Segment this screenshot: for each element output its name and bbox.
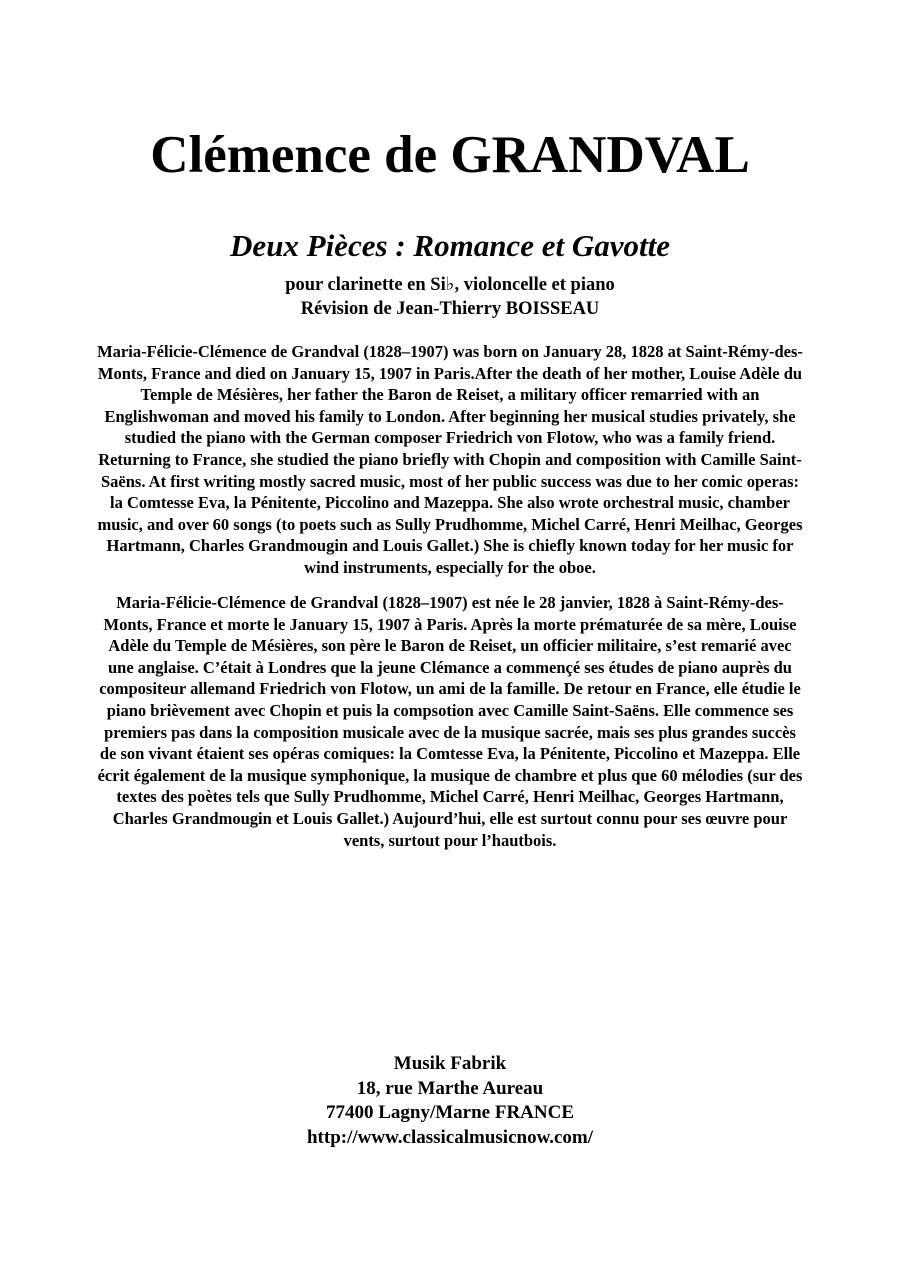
publisher-street: 18, rue Marthe Aureau: [356, 1077, 544, 1099]
work-title: Deux Pièces : Romance et Gavotte: [230, 228, 670, 263]
revision-credit: Révision de Jean-Thierry BOISSEAU: [300, 299, 600, 319]
biography-french: Maria-Félicie-Clémence de Grandval (1828–1907) est née le 28 janvier, 1828 à Saint-Rémy-des-Monts, France et morte le January 15, 1907 à Paris. Après la morte prématurée de sa mère, Louise Adèle du Temple de Mésières, son père le Baron de Reiset, un officier militaire, s’est remarié avec une anglaise. C’était à Londres que la jeune Clémance a commençé ses études de piano auprès du compositeur allemand Friedrich von Flotow, un ami de la famille. De retour en France, elle étudie le piano brièvement avec Chopin et puis la compsotion avec Camille Saint-Saëns. Elle commence ses premiers pas dans la composition musicale avec de la musique sacrée, mais ses plus grandes succès de son vivant étaient ses opéras comiques: la Comtesse Eva, la Pénitente, Piccolino et Mazeppa. Elle écrit également de la musique symphonique, la musique de chambre et plus que 60 mélodies (sur des textes des poètes tels que Sully Prudhomme, Michel Carré, Henri Meilhac, Georges Hartmann, Charles Grandmougin et Louis Gallet.) Aujourd’hui, elle est surtout connu pour ses œuvre pour vents, surtout pour l’hautbois.: [97, 593, 803, 850]
publisher-name: Musik Fabrik: [393, 1053, 507, 1074]
publisher-city: 77400 Lagny/Marne FRANCE: [325, 1102, 575, 1123]
instrumentation: pour clarinette en Si♭, violoncelle et piano: [285, 275, 615, 295]
composer-name: Clémence de GRANDVAL: [150, 126, 750, 184]
publisher-address: [0, 1052, 900, 1150]
biography-english: Maria-Félicie-Clémence de Grandval (1828–1907) was born on January 28, 1828 at Saint-Rémy-des-Monts, France and died on January 15, 1907 in Paris.After the death of her mother, Louise Adèle du Temple de Mésières, her father the Baron de Reiset, a military officer remarried with an Englishwoman and moved his family to London. After beginning her musical studies privately, she studied the piano with the German composer Friedrich von Flotow, who was a family friend. Returning to France, she studied the piano briefly with Chopin and composition with Camille Saint-Saëns. At first writing mostly sacred music, most of her public success was due to her comic operas: la Comtesse Eva, la Pénitente, Piccolino and Mazeppa. She also wrote orchestral music, chamber music, and over 60 songs (to poets such as Sully Prudhomme, Michel Carré, Henri Meilhac, Georges Hartmann, Charles Grandmougin and Louis Gallet.) She is chiefly known today for her music for wind instruments, especially for the oboe.: [97, 342, 803, 577]
publisher-url[interactable]: http://www.classicalmusicnow.com/: [306, 1126, 594, 1148]
